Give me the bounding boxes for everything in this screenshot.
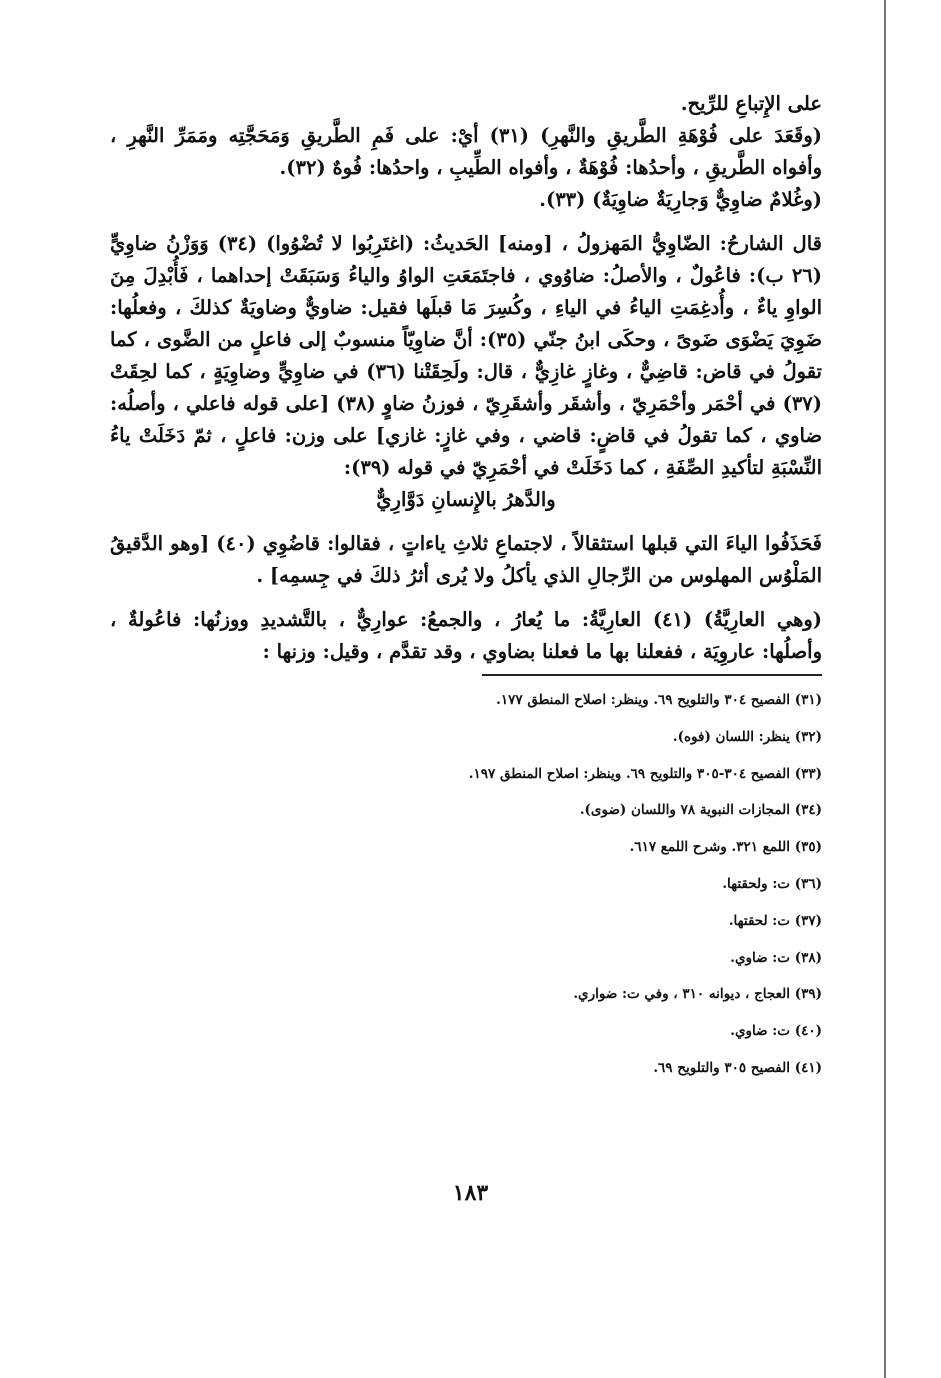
footnote-41: (٤١) الفصيح ٣٠٥ والتلويح ٦٩. bbox=[653, 1059, 822, 1076]
footnote-38: (٣٨) ت: ضاوي. bbox=[730, 949, 822, 966]
document-page bbox=[110, 88, 822, 1087]
page-number: ١٨٣ bbox=[452, 1180, 489, 1206]
footnote-31: (٣١) الفصيح ٣٠٤ والتلويح ٦٩. وينظر: اصلاح المنطق ١٧٧. bbox=[496, 692, 822, 708]
footnotes bbox=[110, 682, 822, 1087]
scan-edge-line bbox=[884, 0, 886, 1378]
footnote-34: (٣٤) المجازات النبوية ٧٨ واللسان (ضوى). bbox=[579, 802, 822, 819]
footnote-36: (٣٦) ت: ولحقتها. bbox=[722, 875, 822, 892]
verse-line: والدَّهرُ بالإِنسانِ دَوَّارِيٌّ bbox=[376, 488, 556, 511]
paragraph-intro: على الإِتباعِ للرِّيح. bbox=[680, 92, 822, 115]
footnote-32: (٣٢) ينظر: اللسان (فوه). bbox=[672, 728, 822, 745]
footnote-40: (٤٠) ت: ضاوي. bbox=[730, 1023, 822, 1040]
footnote-37: (٣٧) ت: لحقتها. bbox=[728, 912, 822, 929]
footnote-35: (٣٥) اللمع ٣٢١. وشرح اللمع ٦١٧. bbox=[629, 839, 822, 856]
paragraph-fawha: (وقَعَدَ على فُوْهَةِ الطَّريقِ والنَّهرِ) (٣١) أيْ: على فَمِ الطَّريقِ وَمَحَجَّتِه ومَمَرِّ النَّهرِ ، وأفواه الطَّريقِ ، وأحدُها: فُوْهَةٌ ، وأفواه الطِّيبِ ، واحدُها: فُوهٌ (٣٢). bbox=[110, 124, 822, 179]
footnote-separator bbox=[482, 674, 822, 676]
footnote-39: (٣٩) العجاج ، ديوانه ٣١٠ ، وفي ت: ضواري. bbox=[573, 986, 822, 1003]
paragraph-ariyya: (وهي العارِيَّةُ) (٤١) العارِيَّةُ: ما يُعارُ ، والجمعُ: عوارِيٌّ ، بالتَّشديدِ ووزنُها: فاعُولةٌ ، وأصلُها: عاروِيَة ، ففعلنا بها ما فعلنا بضاوي ، وقد تقدَّم ، وقيل: وزنها : bbox=[110, 608, 822, 663]
paragraph-commentary: قال الشارحُ: الضّاوِيُّ المَهزولُ ، [ومنه] الحَديثُ: (اغتَرِبُوا لا تُضْوُوا) (٣٤) وَوَزْنُ ضاوِيٍّ (٢٦ ب): فاعُولٌ ، والأصلُ: ضاوُوي ، فاجتَمَعَتِ الواوُ والياءُ وَسَبَقَتْ إحداهما ، فَأُبْدِلَ مِنَ الواوِ ياءٌ ، وأُدغِمَتِ الياءُ في الياءِ ، وكُسِرَ مَا قبلَها فقيل: ضاويٌّ وضاويَةٌ كذلكَ ، وفعلُها: ضَوِيَ يَضْوَى ضَوىً ، وحكَى ابنُ جنّي (٣٥): أنَّ ضاوِيّاً منسوبٌ إلى فاعلٍ من الضَّوى ، كما تقولُ في قاض: قاضِيٌّ ، وغازٍ غازِيٌّ ، قال: ولَحِقَتْنا (٣٦) في ضاوِيٍّ وضاوِيَةٍ ، كما لحِقَتْ (٣٧) في أحْمَر وأحْمَرِيّ ، وأشقَر وأشقَرِيّ ، فوزنُ ضاوٍ (٣٨) [على قوله فاعلي ، وأصلُه: ضاوي ، كما تقولُ في قاضٍ: قاضي ، وفي غازٍ: غازي] على وزن: فاعلٍ ، ثمّ دَخَلَتْ ياءُ النِّسْبَةِ لتأكيدِ الصِّفَةِ ، كما دَخَلَتْ في أحْمَرِيّ في قوله (٣٩): bbox=[110, 232, 822, 479]
paragraph-ghulam: (وغُلامٌ ضاوِيٌّ وَجارِيَةٌ ضاوِيَةٌ) (٣٣). bbox=[539, 188, 822, 211]
main-text bbox=[110, 88, 822, 668]
footnote-33: (٣٣) الفصيح ٣٠٤-٣٠٥ والتلويح ٦٩. وينظر: اصلاح المنطق ١٩٧. bbox=[468, 765, 822, 782]
paragraph-hadhf: فَحَذَفُوا الياءَ التي قبلها استثقالاً ، لاجتماعِ ثلاثِ ياءاتٍ ، فقالوا: قاضُوِي (٤٠) [وهو الدَّقيقُ المَلْوُس المهلوس من الرِّجالِ الذي يأكلُ ولا يُرى أثرُ ذلكَ في جِسمِه] . bbox=[110, 532, 822, 587]
